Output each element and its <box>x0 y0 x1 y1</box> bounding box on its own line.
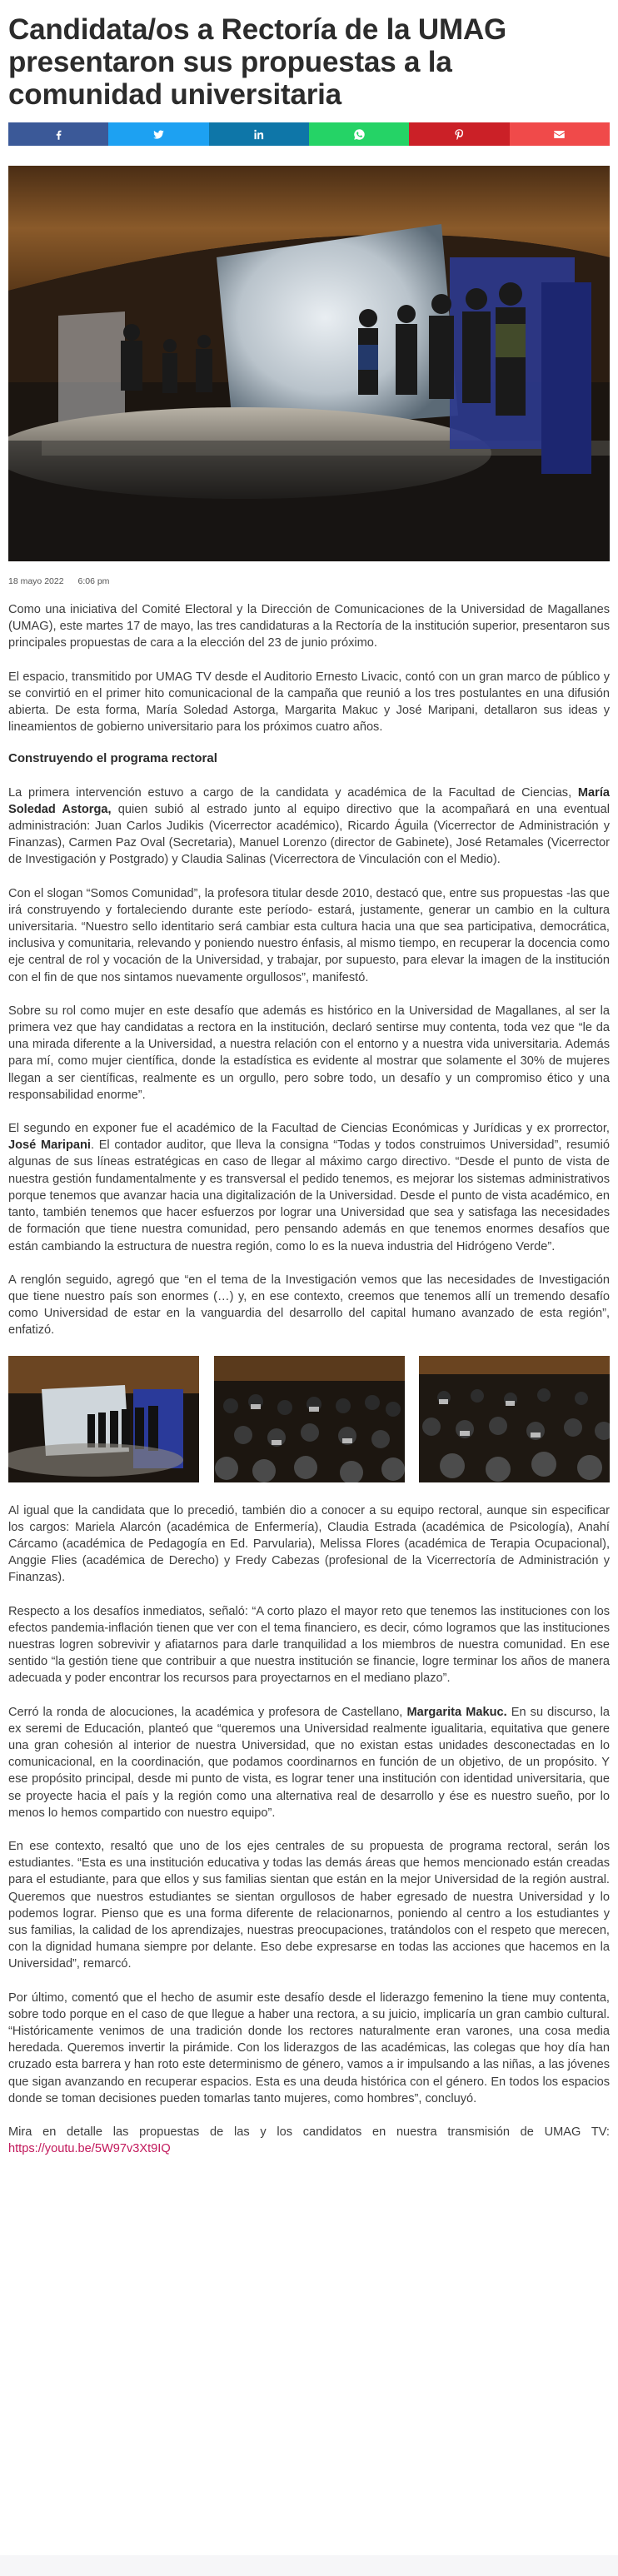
auditorium-stage-image <box>8 166 610 561</box>
paragraph: Cerró la ronda de alocuciones, la académica y profesora de Castellano, Margarita Makuc. En su discurso, la ex seremi de Educación, planteó que “queremos una Universidad realmente igualitaria, equitativa que genere una gran cohesión al interior de nuestra Universidad, que no existan estas unidades desconectadas en lo comunicacional, en la coordinación, que podamos coordinarnos en función de un objetivo, de un propósito. Y ese propósito principal, desde mi punto de vista, es lograr tener una institución con identidad universitaria, que se proyecte hacia el país y la región como una alternativa real de desarrollo y ése es nuestro sueño, por lo menos lo hemos compartido con nuestro equipo”. <box>8 1705 610 1820</box>
paragraph: En ese contexto, resaltó que uno de los ejes centrales de su propuesta de programa rectoral, serán los estudiantes. “Esta es una institución educativa y todas las demás áreas que hemos mencionado están creadas para el estudiante, para que ellos y sus familias sientan que están en la mejor Universidad de la región austral. Queremos que nuestros estudiantes se sientan orgullosos de haber egresado de nuestra Universidad y lo podemos lograr. Pienso que es una forma diferente de relacionarnos, poniendo al centro a los estudiantes y sus familias, la calidad de los aprendizajes, nuestras preocupaciones, tratándolos con el respeto que merecen, con la dignidad humana siempre por delante. Eso debe expresarse en todas las acciones que hacemos en la Universidad”, remarcó. <box>8 1839 610 1971</box>
gallery-photo[interactable] <box>419 1356 610 1482</box>
envelope-icon <box>553 128 566 141</box>
audience-photo-image <box>419 1356 610 1482</box>
share-email-button[interactable] <box>510 122 610 146</box>
paragraph: El segundo en exponer fue el académico de la Facultad de Ciencias Económicas y Jurídicas y ex prorrector, José Maripani. El contador auditor, que lleva la consigna “Todas y todos construimos Universidad”, resumió algunas de sus líneas estratégicas en caso de llegar al máximo cargo directivo. “Desde el punto de vista de nuestra gestión fundamentalmente y es transversal el pedido tenemos, es mejorar los sistemas administrativos porque tenemos que avanzar hacia una digitalización de la Universidad. Desde el punto de vista académico, en tanto, también tenemos que hacer esfuerzos por lograr una Universidad que sea y satisfaga las necesidades de formación que tiene nuestra comunidad, pero pensando además en que tenemos enormes desafíos que están cambiando la estructura de nuestra región, como lo es la nueva industria del Hidrógeno Verde”. <box>8 1122 610 1253</box>
share-bar <box>8 122 610 146</box>
paragraph: La primera intervención estuvo a cargo de la candidata y académica de la Facultad de Ciencias, María Soledad Astorga, quien subió al estrado junto al equipo directivo que la acompañará en una eventual administración: Juan Carlos Judikis (Vicerrector académico), Ricardo Águila (Vicerrector de Administración y Finanzas), Carmen Paz Oval (Secretaria), Manuel Lorenzo (director de Gabinete), José Retamales (Vicerrector de Investigación y Postgrado) y Claudia Salinas (Vicerrectora de Vinculación con el Medio). <box>8 785 610 867</box>
article-time: 6:06 pm <box>77 576 110 586</box>
youtube-link[interactable]: https://youtu.be/5W97v3Xt9IQ <box>8 2142 171 2156</box>
article-title: Candidata/os a Rectoría de la UMAG presentaron sus propuestas a la comunidad universitaria <box>8 13 507 111</box>
paragraph: Como una iniciativa del Comité Electoral y la Dirección de Comunicaciones de la Universidad de Magallanes (UMAG), este martes 17 de mayo, las tres candidaturas a la Rectoría de la institución superior, presentaron sus principales propuestas de cara a la elección del 23 de junio próximo. <box>8 603 610 650</box>
whatsapp-icon <box>353 128 366 141</box>
paragraph: Mira en detalle las propuestas de las y los candidatos en nuestra transmisión de UMAG TV: https://youtu.be/5W97v3Xt9IQ <box>8 2125 610 2156</box>
share-linkedin-button[interactable] <box>209 122 309 146</box>
paragraph: El espacio, transmitido por UMAG TV desde el Auditorio Ernesto Livacic, contó con un gran marco de público y se convirtió en el primer hito comunicacional de la campaña que reunió a los tres postulantes en una difusión abierta. De esta forma, María Soledad Astorga, Margarita Makuc y José Maripani, detallaron sus ideas y lineamientos de gobierno universitario para los próximos cuatro años. <box>8 670 610 735</box>
twitter-icon <box>152 128 165 141</box>
share-whatsapp-button[interactable] <box>309 122 409 146</box>
gallery-photo[interactable] <box>8 1356 199 1482</box>
facebook-icon <box>52 128 65 141</box>
paragraph: Al igual que la candidata que lo precedió, también dio a conocer a su equipo rectoral, aunque sin especificar los cargos: Mariela Alarcón (académica de Enfermería), Claudia Estrada (académica de Psicología), Anahí Cárcamo (académica de Pedagogía en Ed. Parvularia), Melissa Flores (académica de Terapia Ocupacional), Anggie Flies (académica de Derecho) y Fredy Cabezas (profesional de la Vicerrectoría de Administración y Finanzas). <box>8 1503 610 1585</box>
paragraph: Por último, comentó que el hecho de asumir este desafío desde el liderazgo femenino la tiene muy contenta, sobre todo porque en el caso de que llegue a haber una rectora, a su juicio, implicaría un gran cambio cultural. “Históricamente venimos de una tradición donde los rectores naturalmente eran varones, una cosa media heredada. Queremos invertir la pirámide. Con los liderazgos de las académicas, las colegas que hoy día han cruzado esta barrera y han roto este determinismo de género, vamos a ir impulsando a las niñas, a las jóvenes que sigan avanzando en recuperar espacios. Esta es una deuda histórica con el género. En todos los espacios donde se toman decisiones pueden tomarlas tanto mujeres, como hombres”, concluyó. <box>8 1991 610 2105</box>
share-pinterest-button[interactable] <box>409 122 509 146</box>
footer-strip <box>0 2555 618 2576</box>
gallery-photo[interactable] <box>214 1356 405 1482</box>
article-meta <box>8 576 610 588</box>
share-twitter-button[interactable] <box>108 122 208 146</box>
paragraph: Con el slogan “Somos Comunidad”, la profesora titular desde 2010, destacó que, entre sus propuestas -las que irá construyendo y fortaleciendo durante este período- estará, justamente, generar un cambio en la cultura universitaria. “Nuestro sello identitario será cambiar esta cultura hacia una que sea participativa, democrática, inclusiva y comunitaria, relevando y poniendo nuestro énfasis, al mismo tiempo, en recuperar la docencia como eje central de rol y vocación de la Universidad, y trabajar, por supuesto, para elevar la imagen de la institución con el fin de que nos sintamos nuevamente orgullosos”, manifestó. <box>8 886 610 984</box>
article <box>8 0 610 2174</box>
paragraph: Respecto a los desafíos inmediatos, señaló: “A corto plazo el mayor reto que tenemos las instituciones con los efectos pandemia-inflación tienen que ver con el tema financiero, es decir, cómo logramos que las instituciones nuestras logren sobrevivir y afiatarnos para darle tranquilidad a los miembros de nuestra comunidad. En ese sentido “la gestión tiene que contribuir a que nuestra institución se financie, logre terminar los años de manera adecuada y poder encontrar los recursos para proyectarnos en el mediano plazo”. <box>8 1604 610 1686</box>
photo-gallery <box>8 1356 610 1482</box>
linkedin-icon <box>252 128 265 141</box>
article-date: 18 mayo 2022 <box>8 576 64 586</box>
section-heading: Construyendo el programa rectoral <box>8 751 217 766</box>
paragraph: Sobre su rol como mujer en este desafío que además es histórico en la Universidad de Magallanes, al ser la primera vez que hay candidatas a rectora en la institución, declaró sentirse muy contenta, toda vez que “le da una mirada diferente a la Universidad, a nuestra relación con el entorno y a nuestra vida universitaria. Además para mí, como mujer científica, donde la estadística es evidente al mostrar que solamente el 30% de mujeres llegan a ser científicas, realmente es un orgullo, pero sobre todo, un desafío y un compromiso ético y una responsabilidad enorme”. <box>8 1004 610 1102</box>
paragraph: A renglón seguido, agregó que “en el tema de la Investigación vemos que las necesidades de Investigación que tiene nuestro país son enormes (…) y, en ese contexto, creemos que tenemos allí un tremendo desafío como Universidad de estar en la vanguardia del desarrollo del capital humano avanzado de esta región”, enfatizó. <box>8 1273 610 1338</box>
pinterest-icon <box>453 128 466 141</box>
hero-photo <box>8 166 610 561</box>
stage-photo-image <box>8 1356 199 1482</box>
article-body <box>8 601 610 2157</box>
share-facebook-button[interactable] <box>8 122 108 146</box>
audience-photo-image <box>214 1356 405 1482</box>
